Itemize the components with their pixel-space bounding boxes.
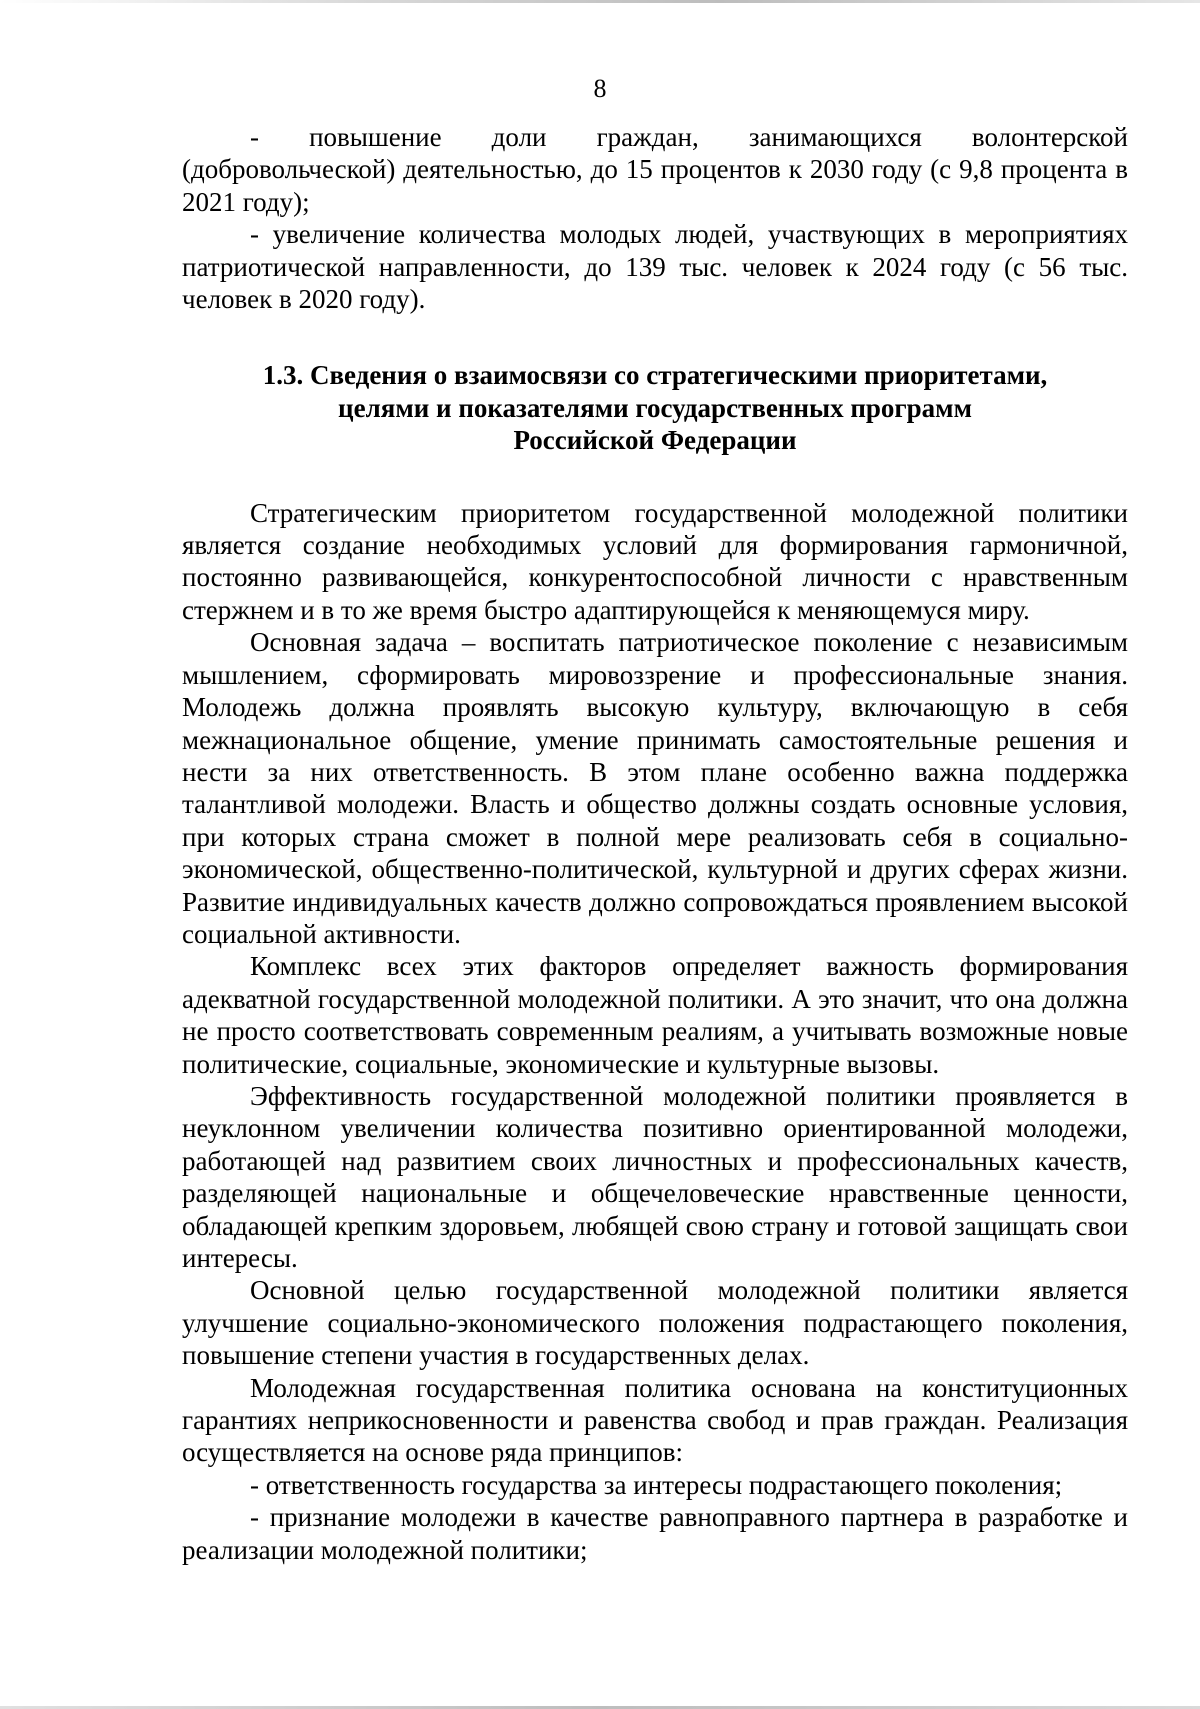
- paragraph-main-goal: Основной целью государственной молодежной политики является улучшение социально-экономического положения подрастающего поколения, повышение степени участия в государственных делах.: [182, 1275, 1128, 1371]
- paragraph-factors: Комплекс всех этих факторов определяет важность формирования адекватной государственной молодежной политики. А это значит, что она должна не просто соответствовать современным реалиям, а учитывать возможные новые политические, социальные, экономические и культурные вызовы.: [182, 951, 1128, 1079]
- paragraph-effectiveness: Эффективность государственной молодежной политики проявляется в неуклонном увеличении количества позитивно ориентированной молодежи, работающей над развитием своих личностных и профессиональных качеств, разделяющей национальные и общечеловеческие нравственные ценности, обладающей крепким здоровьем, любящей свою страну и готовой защищать свои интересы.: [182, 1080, 1128, 1273]
- section-heading: [182, 359, 1128, 456]
- paragraph-strategic-priority: Стратегическим приоритетом государственной молодежной политики является создание необходимых условий для формирования гармоничной, постоянно развивающейся, конкурентоспособной личности с нравственным стержнем и в то же время быстро адаптирующейся к меняющемуся миру.: [182, 497, 1128, 625]
- paragraph-principles-intro: Молодежная государственная политика основана на конституционных гарантиях неприкосновенности и равенства свобод и прав граждан. Реализация осуществляется на основе ряда принципов:: [182, 1372, 1128, 1468]
- section-heading-line: 1.3. Сведения о взаимосвязи со стратегическими приоритетами,: [262, 360, 1048, 391]
- scan-edge-top: [0, 0, 1200, 3]
- intro-item-patriotic: - увеличение количества молодых людей, участвующих в мероприятиях патриотической направленности, до 139 тыс. человек к 2024 году (с 56 тыс. человек в 2020 году).: [182, 219, 1128, 315]
- paragraph-main-task: Основная задача – воспитать патриотическое поколение с независимым мышлением, сформировать мировоззрение и профессиональные знания. Молодежь должна проявлять высокую культуру, включающую в себя межнациональное общение, умение принимать самостоятельные решения и нести за них ответственность. В этом плане особенно важна поддержка талантливой молодежи. Власть и общество должны создать основные условия, при которых страна сможет в полной мере реализовать себя в социально-экономической, общественно-политической, культурной и других сферах жизни. Развитие индивидуальных качеств должно сопровождаться проявлением высокой социальной активности.: [182, 627, 1128, 949]
- page-number: 8: [593, 74, 607, 103]
- document-body: [182, 121, 1128, 1566]
- list-item-principle: - ответственность государства за интересы подрастающего поколения;: [250, 1469, 1063, 1500]
- section-heading-line: целями и показателями государственных программ: [338, 392, 972, 423]
- list-item-principle: - признание молодежи в качестве равноправного партнера в разработке и реализации молодежной политики;: [182, 1502, 1128, 1565]
- section-heading-line: Российской Федерации: [513, 425, 797, 456]
- intro-item-volunteer: - повышение доли граждан, занимающихся волонтерской (добровольческой) деятельностью, до 15 процентов к 2030 году (с 9,8 процента в 2021 году);: [182, 122, 1128, 217]
